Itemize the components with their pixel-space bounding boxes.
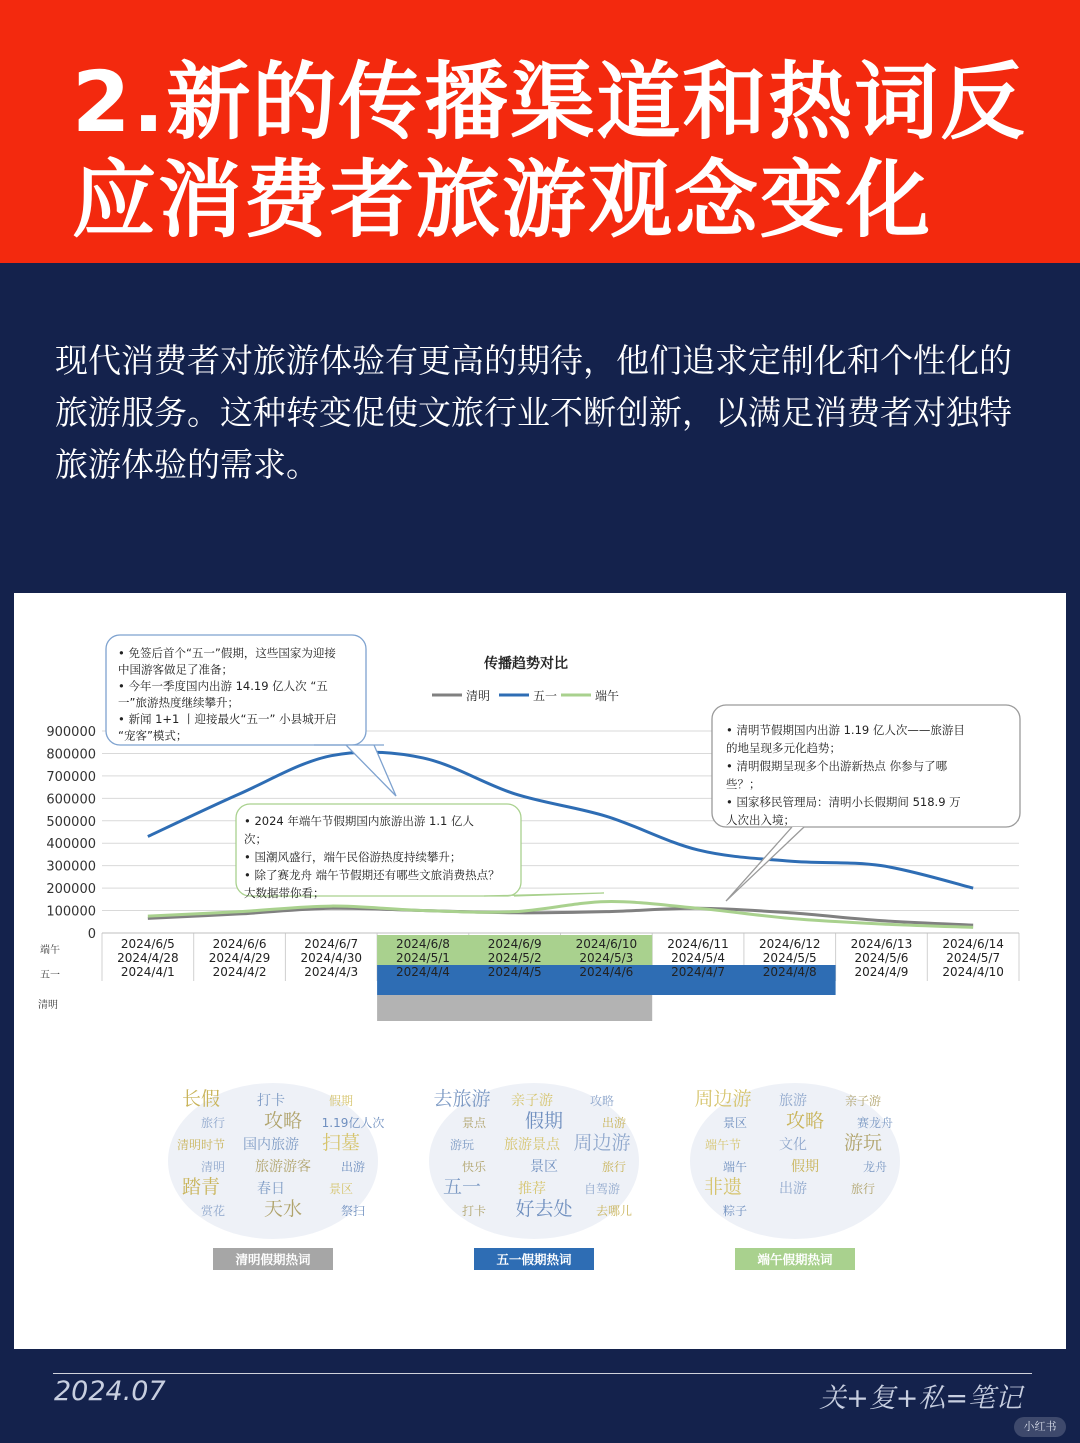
wordcloud-word: 打卡: [257, 1093, 285, 1109]
x-tick-label: 2024/4/9: [854, 965, 909, 979]
y-tick-label: 200000: [46, 882, 96, 898]
callout-line: 人次出入境；: [726, 813, 795, 827]
x-tick-label: 2024/6/13: [850, 937, 913, 951]
wordcloud-word: 扫墓: [321, 1132, 361, 1154]
wordcloud-word: 快乐: [461, 1160, 487, 1174]
x-tick-label: 2024/4/3: [304, 965, 359, 979]
wordcloud-word: 国内旅游: [243, 1137, 299, 1153]
callout-tail-qingming: [726, 827, 804, 901]
x-tick-label: 2024/5/7: [946, 951, 1001, 965]
wordcloud-word: 清明时节: [176, 1138, 226, 1152]
x-tick-label: 2024/4/28: [117, 951, 179, 965]
legend-label-qingming: 清明: [466, 689, 491, 703]
wordcloud-word: 周边游: [694, 1088, 752, 1110]
x-tick-label: 2024/4/4: [395, 965, 450, 979]
title-banner: [0, 0, 1080, 263]
callout-line: • 2024 年端午节假期国内旅游出游 1.1 亿人: [244, 814, 474, 828]
footer-slogan: 关+复+私=笔记: [819, 1383, 1022, 1414]
footer-divider: [53, 1373, 1032, 1374]
x-tick-label: 2024/6/5: [120, 937, 175, 951]
x-tick-label: 2024/4/29: [208, 951, 271, 965]
y-tick-label: 700000: [46, 769, 96, 785]
y-tick-label: 0: [87, 927, 96, 942]
x-tick-label: 2024/4/5: [487, 965, 542, 979]
wordcloud-word: 推荐: [518, 1181, 546, 1197]
callout-line: 中国游客做足了准备；: [118, 662, 233, 677]
x-tick-label: 2024/5/6: [854, 951, 909, 965]
y-tick-label: 100000: [46, 904, 96, 920]
wordcloud-word: 祭扫: [340, 1204, 366, 1218]
chart-title: 传播趋势对比: [484, 656, 568, 672]
wordcloud-word: 端午: [722, 1160, 748, 1174]
wordcloud-word: 旅游景点: [504, 1137, 560, 1153]
wordcloud-word: 旅行: [601, 1160, 627, 1174]
x-tick-label: 2024/5/1: [395, 951, 450, 965]
wordcloud-word: 出游: [779, 1181, 807, 1197]
wordcloud-label: 清明假期热词: [235, 1252, 311, 1267]
callout-line: 次；: [244, 832, 267, 846]
wordcloud-word: 龙舟: [862, 1160, 888, 1174]
wordcloud-word: 端午节: [704, 1138, 742, 1152]
callout-line: • 免签后首个“五一”假期，这些国家为迎接: [118, 646, 336, 660]
page-title-line1: 2.新的传播渠道和热词反: [72, 53, 1027, 151]
wordcloud-word: 粽子: [722, 1204, 748, 1218]
x-tick-label: 2024/6/12: [758, 937, 821, 951]
wordcloud-word: 景区: [328, 1182, 354, 1196]
wordcloud-word: 出游: [601, 1116, 627, 1130]
x-tick-label: 2024/6/8: [395, 937, 450, 951]
legend-label-wuyi: 五一: [533, 689, 558, 703]
wordcloud-word: 文化: [779, 1137, 807, 1153]
y-tick-label: 800000: [46, 747, 96, 763]
x-tick-label: 2024/5/5: [762, 951, 817, 965]
x-tick-label: 2024/4/8: [762, 965, 817, 979]
row-label-wuyi: 五一: [40, 970, 60, 981]
wordcloud-word: 攻略: [785, 1110, 825, 1132]
wordcloud-word: 去哪儿: [595, 1204, 633, 1218]
x-tick-label: 2024/6/14: [942, 937, 1004, 951]
callout-line: 大数据带你看；: [244, 886, 325, 900]
callout-line: “宠客”模式；: [118, 728, 188, 743]
row-label-duanwu: 端午: [40, 945, 60, 956]
wordcloud-word: 旅游游客: [255, 1159, 311, 1175]
x-tick-label: 2024/4/1: [120, 965, 175, 979]
wordcloud-word: 旅行: [200, 1116, 226, 1130]
x-tick-label: 2024/6/9: [487, 937, 542, 951]
x-tick-label: 2024/4/2: [212, 965, 267, 979]
callout-line: 一”旅游热度继续攀升；: [118, 695, 239, 710]
callout-line: 些？；: [726, 777, 761, 791]
wordcloud-word: 长假: [181, 1088, 221, 1110]
y-tick-label: 500000: [46, 814, 96, 830]
legend-label-duanwu: 端午: [595, 689, 620, 703]
wordcloud-word: 假期: [328, 1094, 354, 1108]
wordcloud-word: 攻略: [263, 1110, 303, 1132]
trend-chart: [14, 593, 1066, 1349]
wordcloud-word: 游玩: [843, 1132, 883, 1154]
wordcloud-word: 自驾游: [583, 1182, 621, 1196]
x-tick-label: 2024/6/6: [212, 937, 267, 951]
x-tick-label: 2024/6/10: [575, 937, 638, 951]
wordcloud-word: 景区: [530, 1159, 558, 1175]
row-label-qingming: 清明: [38, 1000, 58, 1011]
platform-watermark: 小红书: [1014, 1417, 1066, 1437]
wordcloud-label: 五一假期热词: [496, 1252, 572, 1267]
x-tick-label: 2024/5/3: [579, 951, 634, 965]
wordcloud-word: 亲子游: [844, 1094, 882, 1108]
wordcloud-word: 五一: [442, 1176, 482, 1198]
wordcloud-word: 旅游: [779, 1093, 807, 1109]
chart-panel: [14, 593, 1066, 1349]
x-tick-label: 2024/5/2: [487, 951, 542, 965]
page-title-line2: 应消费者旅游观念变化: [72, 151, 933, 249]
y-tick-label: 600000: [46, 792, 96, 808]
callout-line: • 清明假期呈现多个出游新热点 你参与了哪: [726, 759, 948, 773]
callout-line: • 今年一季度国内出游 14.19 亿人次 “五: [118, 679, 328, 693]
callout-line: • 国家移民管理局：清明小长假期间 518.9 万: [726, 795, 961, 809]
wordcloud-word: 假期: [524, 1110, 564, 1132]
wordcloud-word: 清明: [200, 1160, 226, 1174]
wordcloud-word: 赏花: [200, 1204, 226, 1218]
wordcloud-word: 景点: [461, 1116, 487, 1130]
qingming-holiday-bar: [377, 995, 652, 1021]
footer-date: 2024.07: [54, 1376, 166, 1407]
callout-line: • 新闻 1+1 丨迎接最火“五一” 小县城开启: [118, 712, 337, 726]
wordcloud-word: 好去处: [515, 1198, 573, 1220]
y-tick-label: 900000: [46, 725, 96, 740]
y-tick-label: 400000: [46, 837, 96, 853]
x-tick-label: 2024/6/11: [667, 937, 729, 951]
callout-line: • 清明节假期国内出游 1.19 亿人次——旅游目: [726, 723, 965, 737]
wordcloud-word: 假期: [791, 1159, 819, 1175]
series-line-duanwu: [148, 902, 973, 928]
callout-line: • 除了赛龙舟 端午节假期还有哪些文旅消费热点？: [244, 868, 500, 882]
wordcloud-word: 周边游: [573, 1132, 631, 1154]
wordcloud-word: 天水: [263, 1198, 303, 1220]
intro-paragraph: 现代消费者对旅游体验有更高的期待，他们追求定制化和个性化的旅游服务。这种转变促使文旅行业不断创新，以满足消费者对独特旅游体验的需求。: [55, 341, 1012, 484]
wordcloud-word: 攻略: [589, 1094, 615, 1108]
wordcloud-word: 出游: [340, 1160, 366, 1174]
wordcloud-word: 景区: [722, 1116, 748, 1130]
wordcloud-word: 春日: [257, 1181, 285, 1197]
callout-line: • 国潮风盛行，端午民俗游热度持续攀升；: [244, 850, 462, 864]
wordcloud-label: 端午假期热词: [757, 1252, 833, 1267]
x-tick-label: 2024/4/30: [300, 951, 363, 965]
wordcloud-word: 游玩: [449, 1138, 475, 1152]
wordcloud-word: 非遗: [703, 1176, 743, 1198]
wordcloud-word: 打卡: [461, 1204, 487, 1218]
x-tick-label: 2024/6/7: [304, 937, 359, 951]
wordcloud-word: 亲子游: [511, 1093, 553, 1109]
x-tick-label: 2024/5/4: [671, 951, 726, 965]
wordcloud-word: 赛龙舟: [856, 1116, 894, 1130]
wordcloud-word: 1.19亿人次: [321, 1116, 385, 1130]
y-tick-label: 300000: [46, 859, 96, 875]
x-tick-label: 2024/4/10: [942, 965, 1004, 979]
wordcloud-word: 踏青: [181, 1176, 221, 1198]
wordcloud-word: 旅行: [850, 1182, 876, 1196]
x-tick-label: 2024/4/6: [579, 965, 634, 979]
wordcloud-word: 去旅游: [433, 1088, 491, 1110]
x-tick-label: 2024/4/7: [671, 965, 726, 979]
callout-line: 的地呈现多元化趋势；: [726, 741, 841, 755]
